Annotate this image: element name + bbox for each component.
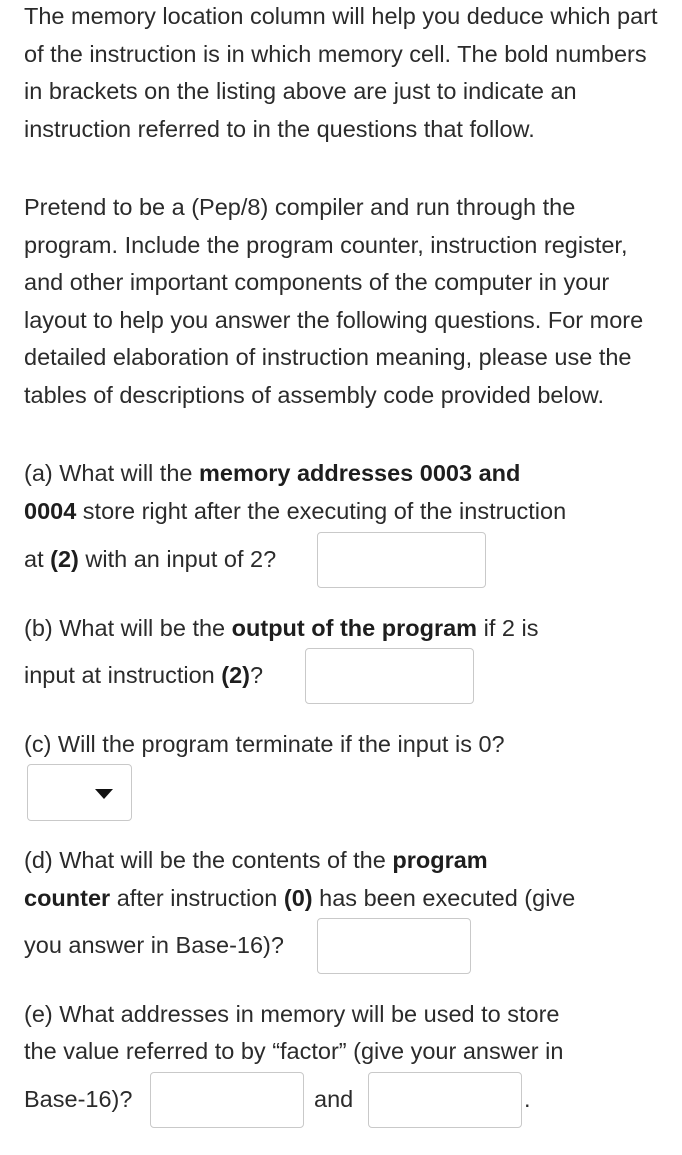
question-b-text-4: ? — [249, 662, 264, 688]
question-a-emphasis-2: 0004 — [24, 498, 77, 524]
question-e-line-1: (e) What addresses in memory will be used to store — [24, 1001, 560, 1027]
question-b-text: (b) What will be the — [24, 615, 232, 641]
question-b-emphasis: output of the program — [231, 615, 478, 641]
answer-input-b[interactable] — [305, 648, 474, 704]
answer-input-e-1[interactable] — [150, 1072, 304, 1128]
question-e-joiner: and — [314, 1086, 354, 1112]
question-b-text-3: input at instruction — [24, 662, 222, 688]
question-a-instruction-ref: (2) — [50, 546, 79, 572]
question-b-line-2 — [24, 657, 263, 694]
question-e-line-3: Base-16)? — [24, 1086, 133, 1112]
question-a-line-2 — [24, 493, 566, 530]
question-d-line-2 — [24, 880, 575, 917]
question-a-line-3 — [24, 541, 276, 578]
question-a-text-3: at — [24, 546, 51, 572]
question-a-text-2: store right after the executing of the instruction — [76, 498, 567, 524]
intro-paragraph-2: Pretend to be a (Pep/8) compiler and run through the program. Include the program counter, instruction register, and other important components of the computer in your layout to help you answer the following questions. For more detailed elaboration of instruction meaning, please use the tables of descriptions of assembly code provided below. — [24, 194, 644, 408]
question-d-text-2: after instruction — [110, 885, 284, 911]
caret-down-icon — [95, 789, 113, 799]
question-b-text-2: if 2 is — [477, 615, 539, 641]
answer-input-e-2[interactable] — [368, 1072, 522, 1128]
question-c-line-1: (c) Will the program terminate if the input is 0? — [24, 731, 505, 757]
question-a-text-4: with an input of 2? — [78, 546, 277, 572]
question-d-emphasis-2: counter — [24, 885, 111, 911]
question-d-instruction-ref: (0) — [283, 885, 313, 911]
question-b-line-1 — [24, 610, 538, 647]
question-a-emphasis: memory addresses 0003 and — [199, 460, 521, 486]
question-d-text-3: has been executed (give — [312, 885, 576, 911]
question-b-instruction-ref: (2) — [221, 662, 250, 688]
intro-paragraph-1: The memory location column will help you deduce which part of the instruction is in which memory cell. The bold numbers in brackets on the listing above are just to indicate an instruction referred to in the questions that follow. — [24, 3, 658, 142]
question-d-text: (d) What will be the contents of the — [24, 847, 393, 873]
question-d-emphasis: program — [392, 847, 488, 873]
question-a-text: (a) What will the — [24, 460, 199, 486]
question-e-line-2: the value referred to by “factor” (give your answer in — [24, 1038, 564, 1064]
answer-input-a[interactable] — [317, 532, 486, 588]
question-a-line-1 — [24, 455, 520, 492]
answer-input-d[interactable] — [317, 918, 471, 974]
question-d-line-1 — [24, 842, 488, 879]
answer-dropdown-c[interactable] — [27, 764, 132, 821]
question-d-line-3: you answer in Base-16)? — [24, 932, 284, 958]
question-e-end-punctuation: . — [524, 1086, 531, 1112]
